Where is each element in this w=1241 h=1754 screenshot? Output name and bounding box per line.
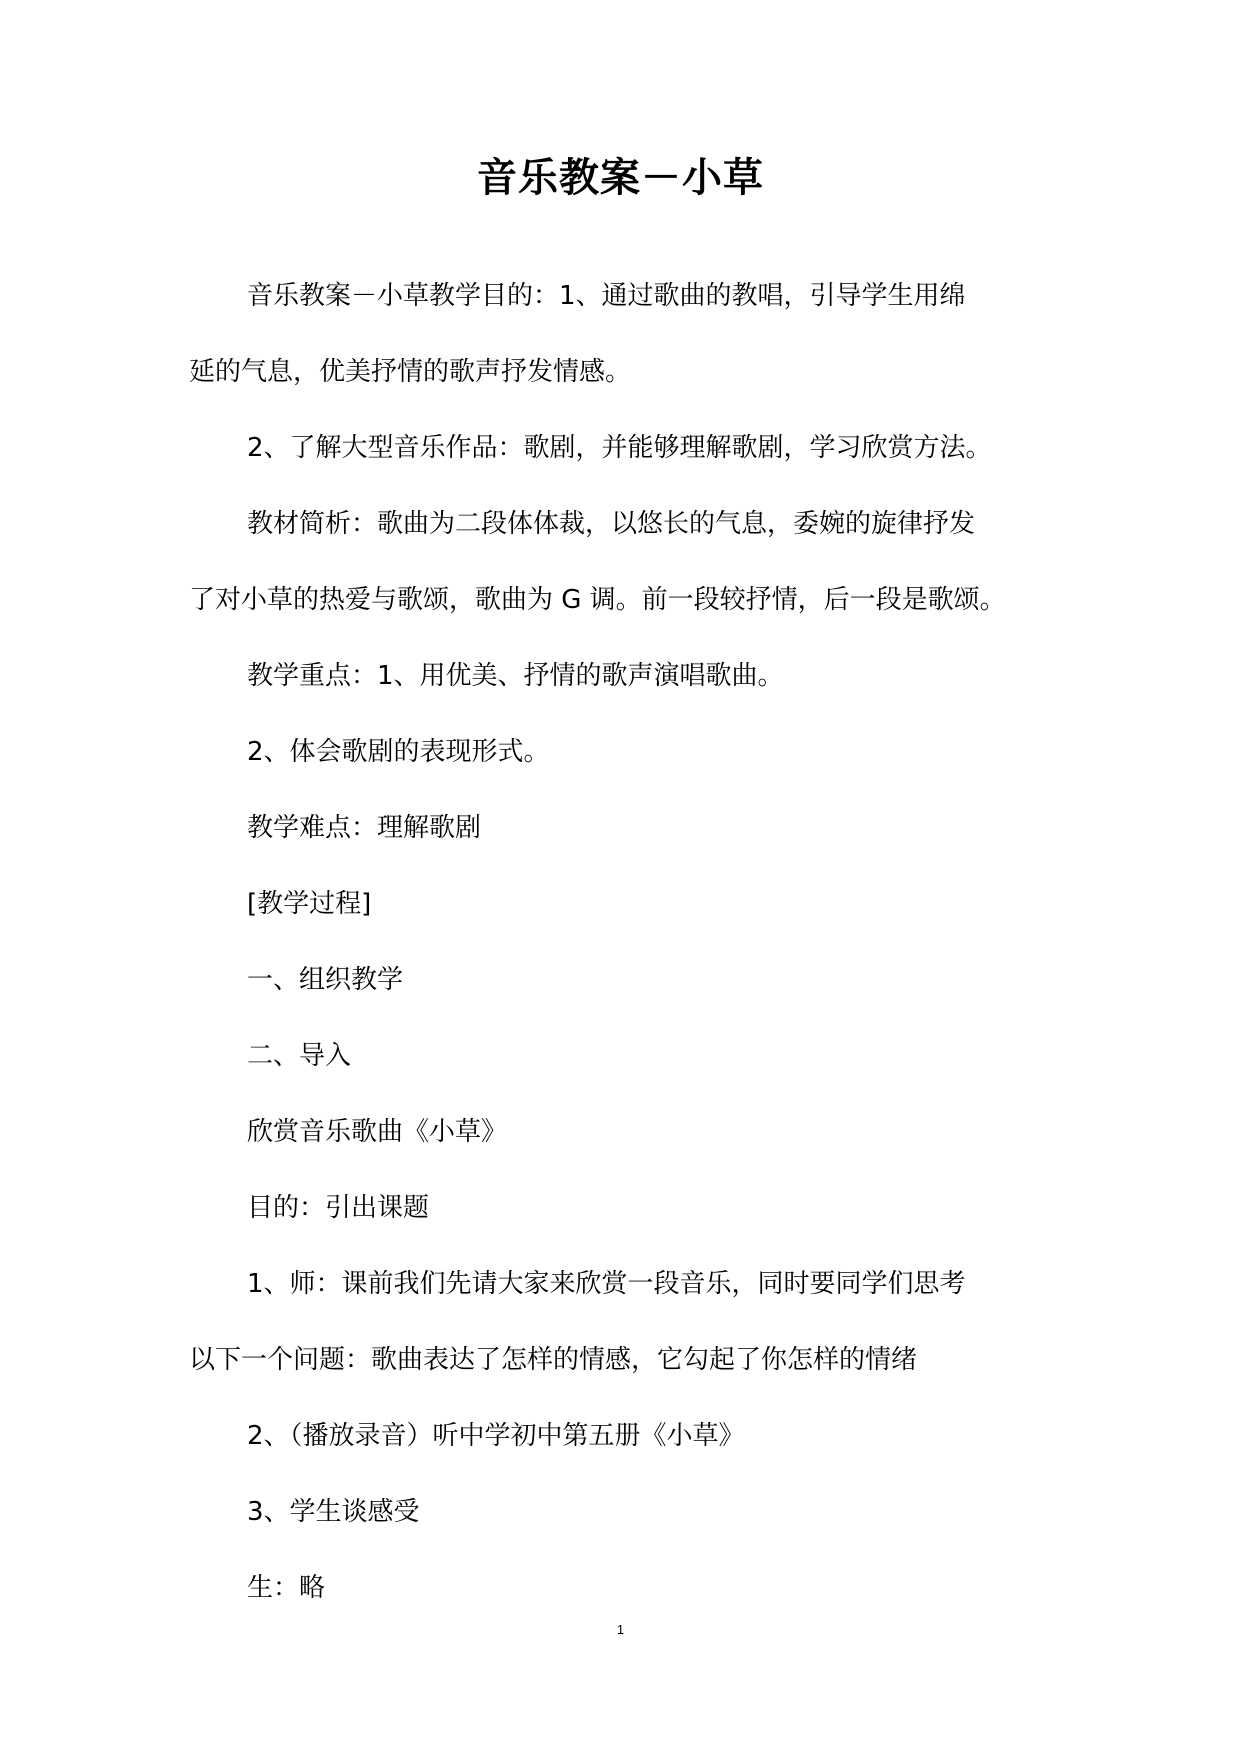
paragraph-line: 2、（播放录音）听中学初中第五册《小草》 <box>247 1421 745 1451</box>
paragraph-line: 教学重点：1、用优美、抒情的歌声演唱歌曲。 <box>247 661 784 691</box>
paragraph-line: 延的气息，优美抒情的歌声抒发情感。 <box>189 357 632 387</box>
paragraph-line: 生：略 <box>247 1573 326 1603</box>
section-heading: [教学过程] <box>247 889 372 919</box>
paragraph-line: 以下一个问题：歌曲表达了怎样的情感，它勾起了你怎样的情绪 <box>189 1345 918 1375</box>
paragraph-line: 教学难点：理解歌剧 <box>247 813 482 843</box>
paragraph-line: 2、体会歌剧的表现形式。 <box>247 737 550 767</box>
paragraph-line: 1、师：课前我们先请大家来欣赏一段音乐，同时要同学们思考 <box>247 1269 966 1299</box>
paragraph-line: 目的：引出课题 <box>247 1193 430 1223</box>
section-heading: 二、导入 <box>247 1041 352 1071</box>
paragraph-line: 了对小草的热爱与歌颂，歌曲为 G 调。前一段较抒情，后一段是歌颂。 <box>189 585 1006 615</box>
paragraph-line: 音乐教案－小草教学目的：1、通过歌曲的教唱，引导学生用绵 <box>247 281 966 311</box>
paragraph-line: 欣赏音乐歌曲《小草》 <box>247 1117 508 1147</box>
paragraph-line: 2、了解大型音乐作品：歌剧，并能够理解歌剧，学习欣赏方法。 <box>247 433 992 463</box>
document-title: 音乐教案－小草 <box>477 154 764 201</box>
page-number: 1 <box>616 1622 625 1637</box>
paragraph-line: 3、学生谈感受 <box>247 1497 420 1527</box>
section-heading: 一、组织教学 <box>247 965 404 995</box>
paragraph-line: 教材简析：歌曲为二段体体裁，以悠长的气息，委婉的旋律抒发 <box>247 509 976 539</box>
document-body <box>189 258 1069 1626</box>
